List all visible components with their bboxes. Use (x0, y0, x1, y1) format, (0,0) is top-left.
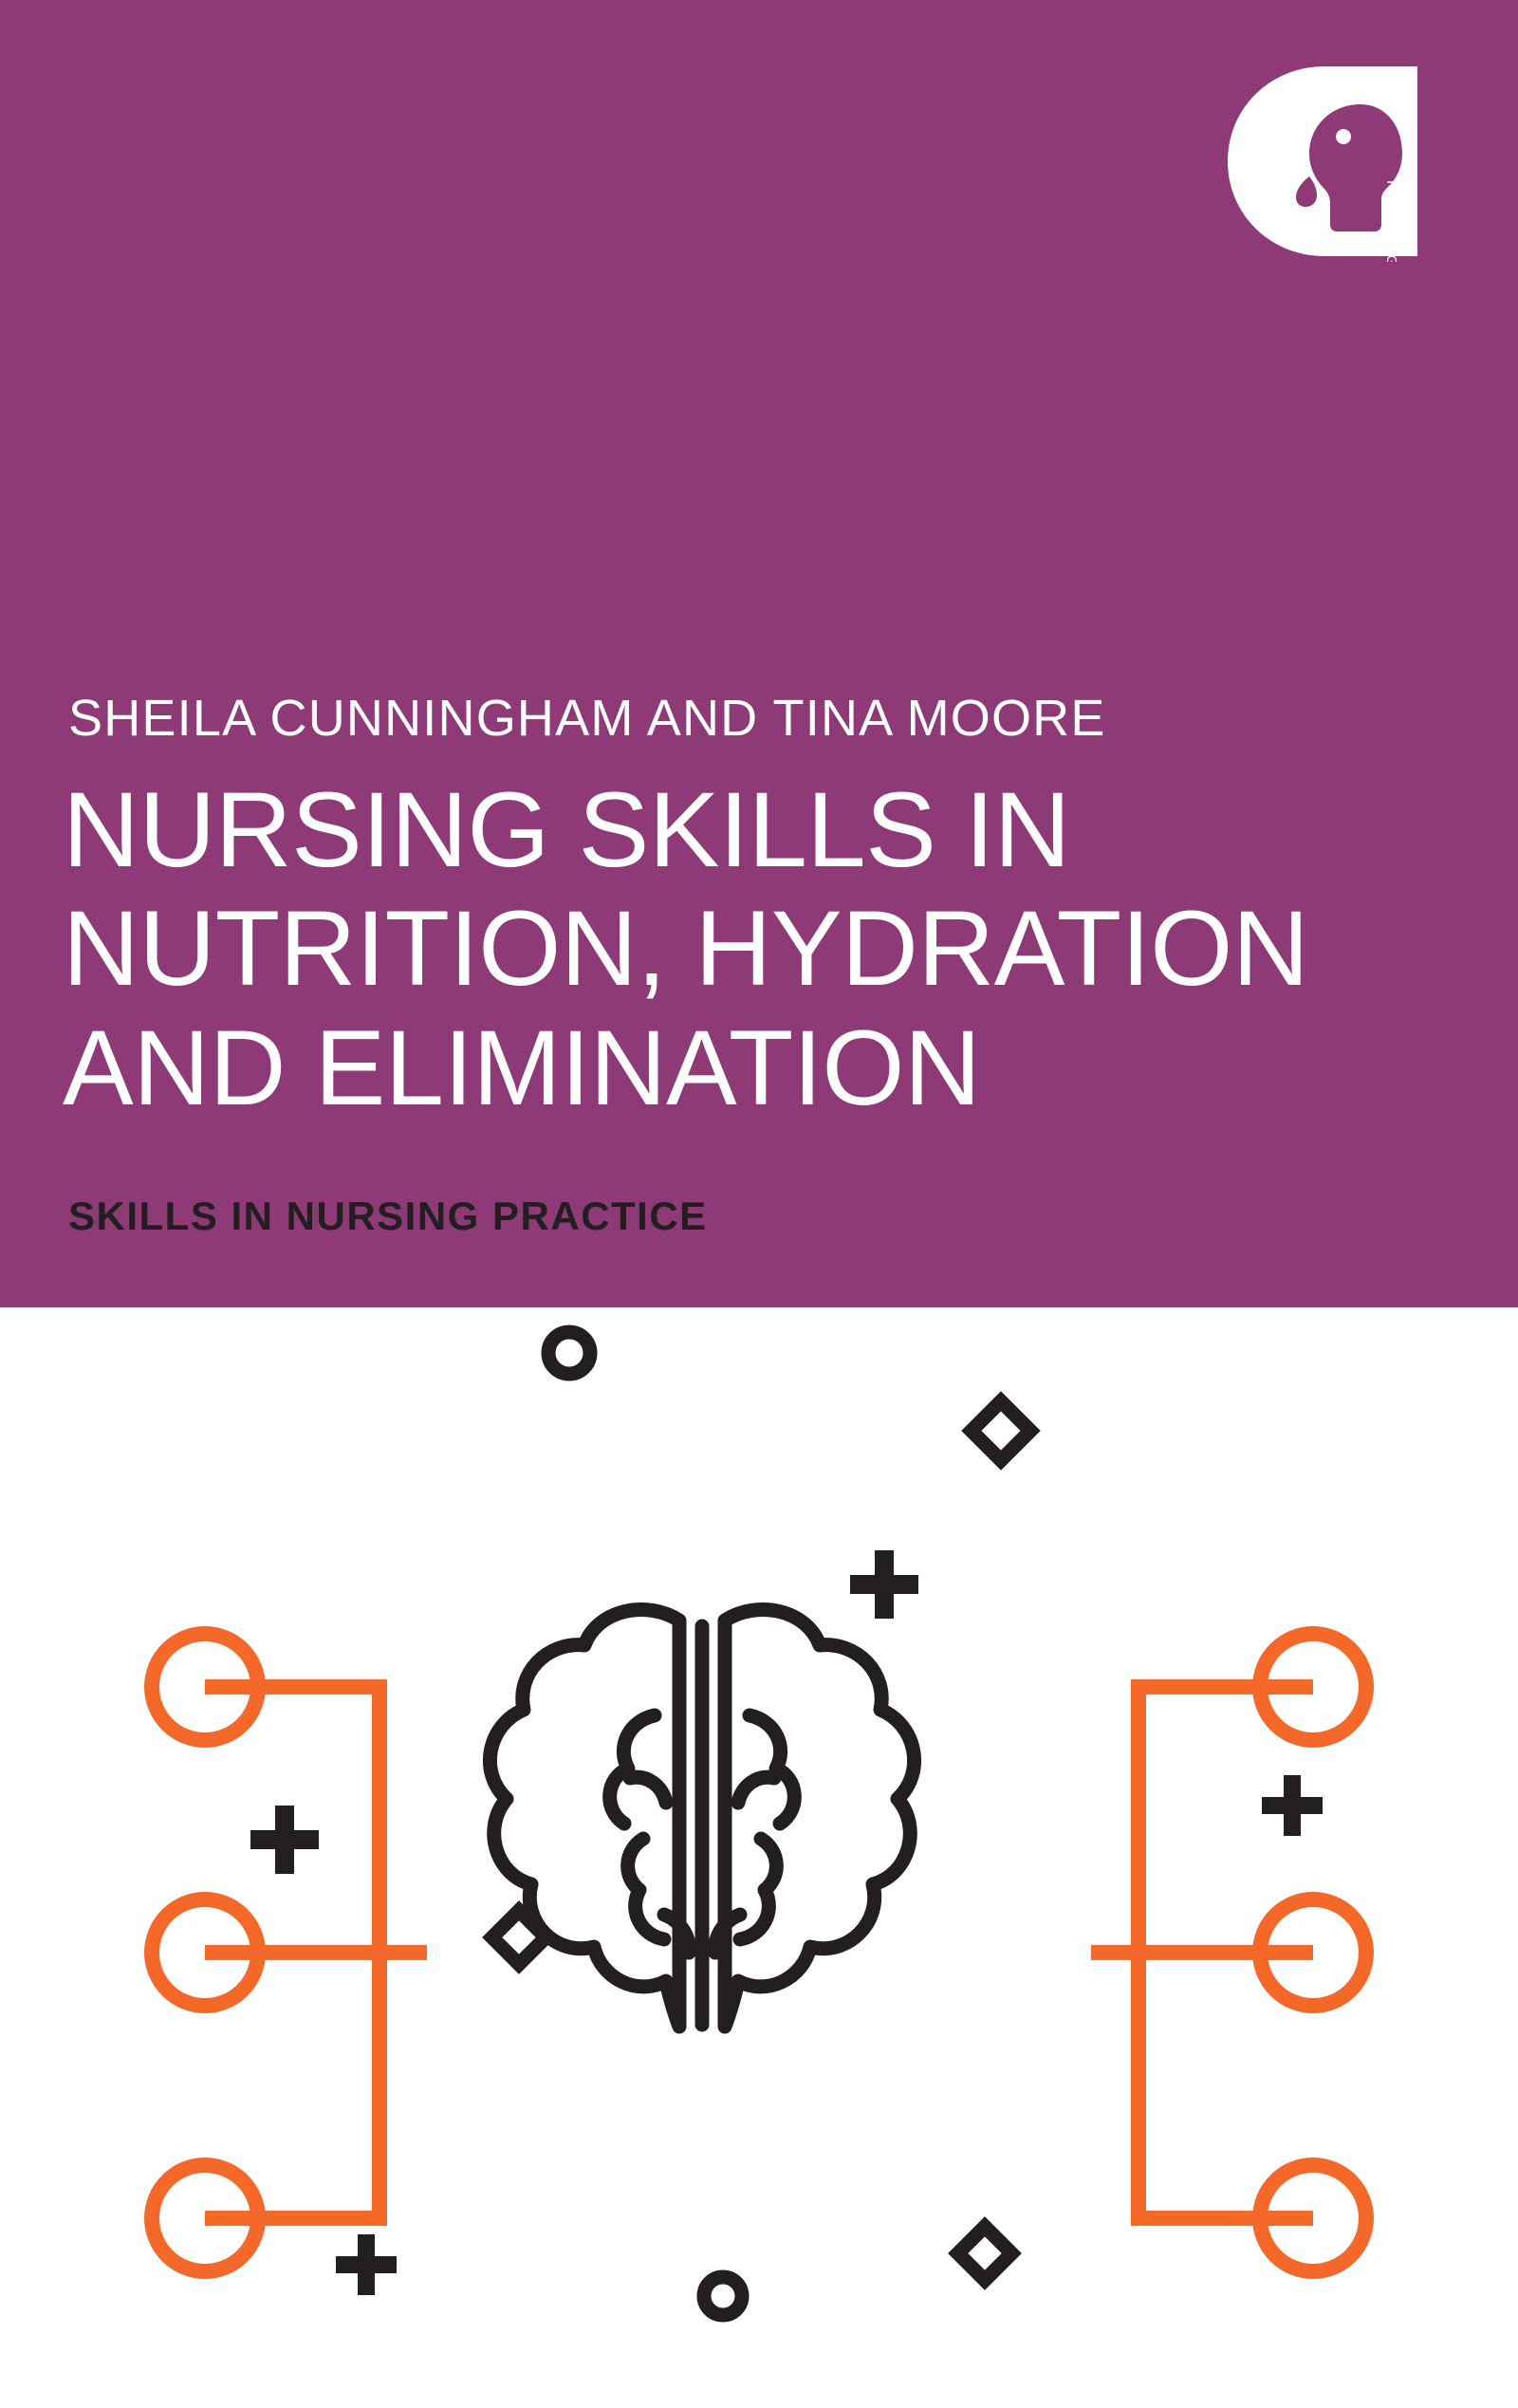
cover-title-line-3: AND ELIMINATION (63, 1008, 981, 1127)
cover-title (63, 770, 1448, 1127)
cover-authors: SHEILA CUNNINGHAM AND TINA MOORE (68, 690, 1106, 747)
brain-icon (490, 1609, 914, 2027)
routledge-wordmark: ROUTLEDGE (1383, 180, 1399, 262)
cover-title-line-2: NUTRITION, HYDRATION (63, 889, 1309, 1009)
plus-decoration-group (250, 1550, 1323, 2295)
routledge-logo (1218, 63, 1427, 262)
cover-title-line-1: NURSING SKILLS IN (63, 770, 1071, 889)
cover-series-label: SKILLS IN NURSING PRACTICE (68, 1194, 708, 1238)
cover-artwork (0, 1307, 1518, 2408)
circle-outline-decoration-1 (548, 1332, 590, 1374)
circle-outline-decoration-2 (704, 2277, 742, 2315)
